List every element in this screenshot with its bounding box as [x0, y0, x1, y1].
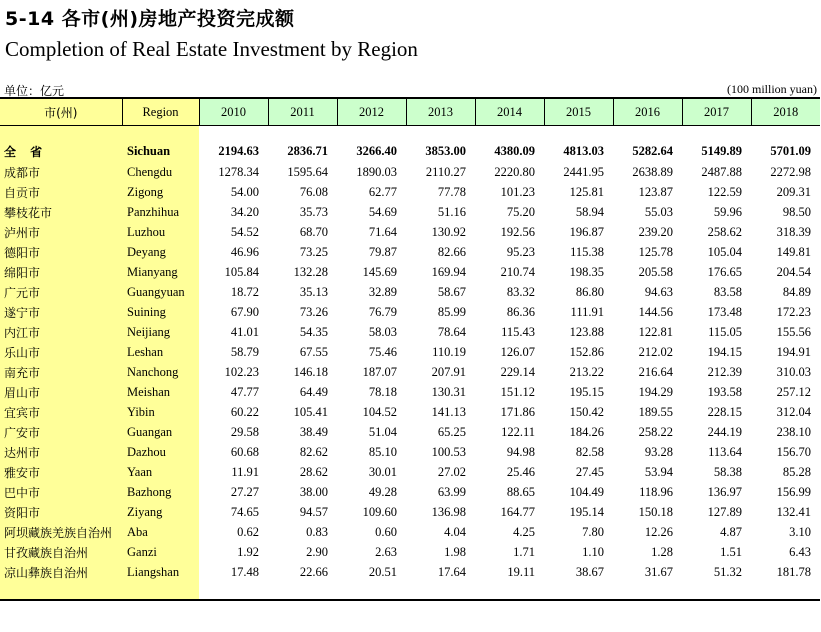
cell-value: 310.03 — [776, 364, 811, 379]
header-year: 2018 — [751, 98, 820, 126]
row-name: 达州市 — [0, 442, 122, 462]
cell-value: 94.63 — [644, 284, 673, 299]
cell-value: 156.70 — [776, 444, 811, 459]
row-name: 阿坝藏族羌族自治州 — [0, 522, 122, 542]
row-name: 资阳市 — [0, 502, 122, 522]
row-name: 南充市 — [0, 362, 122, 382]
cell-value: 59.96 — [713, 204, 742, 219]
cell-value: 94.57 — [299, 504, 328, 519]
cell-value: 122.11 — [501, 424, 535, 439]
cell-value: 115.43 — [501, 324, 535, 339]
cell-value: 41.01 — [230, 324, 259, 339]
cell-value: 130.31 — [431, 384, 466, 399]
cell-value: 105.41 — [293, 404, 328, 419]
cell-value: 101.23 — [500, 184, 535, 199]
cell-value: 149.81 — [776, 244, 811, 259]
cell-value: 2194.63 — [218, 143, 259, 158]
cell-value: 51.16 — [437, 204, 466, 219]
cell-value: 196.87 — [569, 224, 604, 239]
header-year: 2013 — [406, 98, 475, 126]
cell-value: 4.87 — [720, 524, 742, 539]
cell-value: 67.90 — [230, 304, 259, 319]
table-row — [0, 422, 820, 442]
row-region: Ganzi — [122, 542, 199, 562]
row-region: Zigong — [122, 182, 199, 202]
table-bottom-row — [0, 582, 820, 600]
cell-value: 207.91 — [431, 364, 466, 379]
header-city: 市(州) — [0, 98, 122, 126]
table-row — [0, 282, 820, 302]
cell-value: 2272.98 — [770, 164, 811, 179]
title-chinese: 5-14 各市(州)房地产投资完成额 — [5, 8, 295, 30]
table-row — [0, 262, 820, 282]
cell-value: 122.81 — [638, 324, 673, 339]
cell-value: 4.25 — [513, 524, 535, 539]
cell-value: 58.03 — [368, 324, 397, 339]
cell-value: 1.51 — [720, 544, 742, 559]
cell-value: 29.58 — [230, 424, 259, 439]
cell-value: 3853.00 — [425, 143, 466, 158]
cell-value: 2.63 — [375, 544, 397, 559]
cell-value: 212.02 — [638, 344, 673, 359]
cell-value: 2220.80 — [494, 164, 535, 179]
row-name: 德阳市 — [0, 242, 122, 262]
cell-value: 3266.40 — [356, 143, 397, 158]
cell-value: 155.56 — [776, 324, 811, 339]
cell-value: 60.22 — [230, 404, 259, 419]
cell-value: 1595.64 — [287, 164, 328, 179]
cell-value: 318.39 — [776, 224, 811, 239]
cell-value: 152.86 — [569, 344, 604, 359]
cell-value: 239.20 — [638, 224, 673, 239]
cell-value: 49.28 — [368, 484, 397, 499]
cell-value: 258.22 — [638, 424, 673, 439]
cell-value: 18.72 — [230, 284, 259, 299]
cell-value: 94.98 — [506, 444, 535, 459]
cell-value: 54.00 — [230, 184, 259, 199]
cell-value: 1.28 — [651, 544, 673, 559]
cell-value: 115.38 — [570, 244, 604, 259]
row-region: Dazhou — [122, 442, 199, 462]
cell-value: 193.58 — [707, 384, 742, 399]
row-region: Suining — [122, 302, 199, 322]
row-name: 宜宾市 — [0, 402, 122, 422]
row-region: Yaan — [122, 462, 199, 482]
cell-value: 75.46 — [368, 344, 397, 359]
cell-value: 54.52 — [230, 224, 259, 239]
cell-value: 51.32 — [713, 564, 742, 579]
cell-value: 86.80 — [575, 284, 604, 299]
table-row — [0, 462, 820, 482]
row-name: 巴中市 — [0, 482, 122, 502]
table-row — [0, 522, 820, 542]
header-year: 2011 — [268, 98, 337, 126]
table-row — [0, 542, 820, 562]
cell-value: 118.96 — [639, 484, 673, 499]
cell-value: 77.78 — [437, 184, 466, 199]
cell-value: 76.79 — [368, 304, 397, 319]
cell-value: 82.62 — [299, 444, 328, 459]
cell-value: 35.73 — [299, 204, 328, 219]
header-year: 2014 — [475, 98, 544, 126]
cell-value: 55.03 — [644, 204, 673, 219]
row-region: Sichuan — [122, 140, 199, 162]
cell-value: 83.32 — [506, 284, 535, 299]
cell-value: 5149.89 — [701, 143, 742, 158]
total-row — [0, 140, 820, 162]
cell-value: 194.91 — [776, 344, 811, 359]
cell-value: 195.14 — [569, 504, 604, 519]
cell-value: 88.65 — [506, 484, 535, 499]
row-name: 凉山彝族自治州 — [0, 562, 122, 582]
table-row — [0, 302, 820, 322]
cell-value: 2638.89 — [632, 164, 673, 179]
cell-value: 210.74 — [500, 264, 535, 279]
cell-value: 115.05 — [708, 324, 742, 339]
cell-value: 156.99 — [776, 484, 811, 499]
cell-value: 85.10 — [368, 444, 397, 459]
cell-value: 67.55 — [299, 344, 328, 359]
cell-value: 198.35 — [569, 264, 604, 279]
row-name: 甘孜藏族自治州 — [0, 542, 122, 562]
cell-value: 2.90 — [306, 544, 328, 559]
cell-value: 312.04 — [776, 404, 811, 419]
cell-value: 38.00 — [299, 484, 328, 499]
row-name: 眉山市 — [0, 382, 122, 402]
title-english: Completion of Real Estate Investment by Region — [5, 37, 418, 61]
row-region: Mianyang — [122, 262, 199, 282]
cell-value: 110.19 — [432, 344, 466, 359]
table-row — [0, 322, 820, 342]
cell-value: 86.36 — [506, 304, 535, 319]
cell-value: 1.98 — [444, 544, 466, 559]
cell-value: 164.77 — [500, 504, 535, 519]
row-name: 广安市 — [0, 422, 122, 442]
cell-value: 105.04 — [707, 244, 742, 259]
cell-value: 12.26 — [644, 524, 673, 539]
table-row — [0, 502, 820, 522]
cell-value: 145.69 — [362, 264, 397, 279]
header-row — [0, 98, 820, 126]
row-name: 乐山市 — [0, 342, 122, 362]
table-row — [0, 342, 820, 362]
cell-value: 58.38 — [713, 464, 742, 479]
cell-value: 2110.27 — [425, 164, 466, 179]
row-region: Guangyuan — [122, 282, 199, 302]
cell-value: 34.20 — [230, 204, 259, 219]
cell-value: 2487.88 — [701, 164, 742, 179]
cell-value: 173.48 — [707, 304, 742, 319]
cell-value: 54.69 — [368, 204, 397, 219]
cell-value: 93.28 — [644, 444, 673, 459]
cell-value: 54.35 — [299, 324, 328, 339]
cell-value: 216.64 — [638, 364, 673, 379]
cell-value: 136.97 — [707, 484, 742, 499]
cell-value: 189.55 — [638, 404, 673, 419]
cell-value: 100.53 — [431, 444, 466, 459]
cell-value: 38.49 — [299, 424, 328, 439]
cell-value: 0.60 — [375, 524, 397, 539]
cell-value: 95.23 — [506, 244, 535, 259]
cell-value: 1278.34 — [218, 164, 259, 179]
cell-value: 228.15 — [707, 404, 742, 419]
cell-value: 1.92 — [237, 544, 259, 559]
cell-value: 194.15 — [707, 344, 742, 359]
cell-value: 104.52 — [362, 404, 397, 419]
cell-value: 51.04 — [368, 424, 397, 439]
cell-value: 73.25 — [299, 244, 328, 259]
row-region: Guangan — [122, 422, 199, 442]
table-row — [0, 482, 820, 502]
cell-value: 74.65 — [230, 504, 259, 519]
cell-value: 85.99 — [437, 304, 466, 319]
cell-value: 127.89 — [707, 504, 742, 519]
unit-label-english: (100 million yuan) — [727, 82, 817, 96]
cell-value: 32.89 — [368, 284, 397, 299]
cell-value: 75.20 — [506, 204, 535, 219]
table-row — [0, 402, 820, 422]
cell-value: 244.19 — [707, 424, 742, 439]
cell-value: 104.49 — [569, 484, 604, 499]
table-row — [0, 442, 820, 462]
cell-value: 68.70 — [299, 224, 328, 239]
row-region: Nanchong — [122, 362, 199, 382]
row-name: 成都市 — [0, 162, 122, 182]
cell-value: 82.66 — [437, 244, 466, 259]
row-name: 广元市 — [0, 282, 122, 302]
cell-value: 7.80 — [582, 524, 604, 539]
row-name: 攀枝花市 — [0, 202, 122, 222]
cell-value: 150.18 — [638, 504, 673, 519]
cell-value: 58.79 — [230, 344, 259, 359]
unit-label-chinese: 单位：亿元 — [4, 84, 65, 98]
row-name: 绵阳市 — [0, 262, 122, 282]
row-region: Leshan — [122, 342, 199, 362]
cell-value: 212.39 — [707, 364, 742, 379]
cell-value: 17.48 — [230, 564, 259, 579]
cell-value: 27.27 — [230, 484, 259, 499]
cell-value: 4380.09 — [494, 143, 535, 158]
cell-value: 123.87 — [638, 184, 673, 199]
cell-value: 27.02 — [437, 464, 466, 479]
cell-value: 6.43 — [789, 544, 811, 559]
cell-value: 31.67 — [644, 564, 673, 579]
row-region: Panzhihua — [122, 202, 199, 222]
cell-value: 195.15 — [569, 384, 604, 399]
cell-value: 109.60 — [362, 504, 397, 519]
cell-value: 78.64 — [437, 324, 466, 339]
cell-value: 35.13 — [299, 284, 328, 299]
cell-value: 98.50 — [782, 204, 811, 219]
cell-value: 213.22 — [569, 364, 604, 379]
cell-value: 172.23 — [776, 304, 811, 319]
cell-value: 229.14 — [500, 364, 535, 379]
row-name: 内江市 — [0, 322, 122, 342]
cell-value: 184.26 — [569, 424, 604, 439]
cell-value: 130.92 — [431, 224, 466, 239]
cell-value: 187.07 — [362, 364, 397, 379]
cell-value: 192.56 — [500, 224, 535, 239]
cell-value: 258.62 — [707, 224, 742, 239]
cell-value: 27.45 — [575, 464, 604, 479]
row-region: Aba — [122, 522, 199, 542]
header-year: 2010 — [199, 98, 268, 126]
cell-value: 30.01 — [368, 464, 397, 479]
cell-value: 64.49 — [299, 384, 328, 399]
cell-value: 0.83 — [306, 524, 328, 539]
cell-value: 2836.71 — [287, 143, 328, 158]
row-name: 自贡市 — [0, 182, 122, 202]
row-region: Yibin — [122, 402, 199, 422]
cell-value: 113.64 — [708, 444, 742, 459]
table-row — [0, 202, 820, 222]
cell-value: 63.99 — [437, 484, 466, 499]
table-row — [0, 362, 820, 382]
cell-value: 194.29 — [638, 384, 673, 399]
cell-value: 4813.03 — [563, 143, 604, 158]
cell-value: 141.13 — [431, 404, 466, 419]
table-row — [0, 162, 820, 182]
cell-value: 62.77 — [368, 184, 397, 199]
table-row — [0, 382, 820, 402]
header-year: 2016 — [613, 98, 682, 126]
cell-value: 125.81 — [569, 184, 604, 199]
cell-value: 125.78 — [638, 244, 673, 259]
cell-value: 205.58 — [638, 264, 673, 279]
cell-value: 123.88 — [569, 324, 604, 339]
table-row — [0, 562, 820, 582]
cell-value: 46.96 — [230, 244, 259, 259]
cell-value: 65.25 — [437, 424, 466, 439]
cell-value: 0.62 — [237, 524, 259, 539]
cell-value: 84.89 — [782, 284, 811, 299]
cell-value: 111.91 — [570, 304, 604, 319]
cell-value: 5701.09 — [770, 143, 811, 158]
cell-value: 144.56 — [638, 304, 673, 319]
cell-value: 132.41 — [776, 504, 811, 519]
cell-value: 1.71 — [513, 544, 535, 559]
header-region: Region — [122, 98, 199, 126]
header-year: 2012 — [337, 98, 406, 126]
row-name: 遂宁市 — [0, 302, 122, 322]
cell-value: 146.18 — [293, 364, 328, 379]
cell-value: 60.68 — [230, 444, 259, 459]
header-year: 2017 — [682, 98, 751, 126]
cell-value: 4.04 — [444, 524, 466, 539]
cell-value: 25.46 — [506, 464, 535, 479]
cell-value: 22.66 — [299, 564, 328, 579]
cell-value: 19.11 — [507, 564, 535, 579]
cell-value: 79.87 — [368, 244, 397, 259]
cell-value: 257.12 — [776, 384, 811, 399]
cell-value: 150.42 — [569, 404, 604, 419]
row-region: Bazhong — [122, 482, 199, 502]
cell-value: 53.94 — [644, 464, 673, 479]
row-region: Chengdu — [122, 162, 199, 182]
table-row — [0, 182, 820, 202]
row-region: Ziyang — [122, 502, 199, 522]
spacer-row — [0, 126, 820, 141]
cell-value: 5282.64 — [632, 143, 673, 158]
cell-value: 17.64 — [437, 564, 466, 579]
row-name: 雅安市 — [0, 462, 122, 482]
table-row — [0, 222, 820, 242]
cell-value: 38.67 — [575, 564, 604, 579]
cell-value: 83.58 — [713, 284, 742, 299]
row-region: Liangshan — [122, 562, 199, 582]
row-region: Neijiang — [122, 322, 199, 342]
cell-value: 2441.95 — [563, 164, 604, 179]
cell-value: 1.10 — [582, 544, 604, 559]
cell-value: 176.65 — [707, 264, 742, 279]
cell-value: 136.98 — [431, 504, 466, 519]
header-year: 2015 — [544, 98, 613, 126]
cell-value: 85.28 — [782, 464, 811, 479]
cell-value: 3.10 — [789, 524, 811, 539]
row-region: Luzhou — [122, 222, 199, 242]
cell-value: 47.77 — [230, 384, 259, 399]
cell-value: 151.12 — [500, 384, 535, 399]
cell-value: 82.58 — [575, 444, 604, 459]
cell-value: 122.59 — [707, 184, 742, 199]
cell-value: 76.08 — [299, 184, 328, 199]
cell-value: 209.31 — [776, 184, 811, 199]
cell-value: 204.54 — [776, 264, 811, 279]
cell-value: 126.07 — [500, 344, 535, 359]
row-name: 泸州市 — [0, 222, 122, 242]
investment-table — [0, 97, 820, 601]
cell-value: 20.51 — [368, 564, 397, 579]
table-row — [0, 242, 820, 262]
row-region: Meishan — [122, 382, 199, 402]
cell-value: 171.86 — [500, 404, 535, 419]
cell-value: 11.91 — [231, 464, 259, 479]
row-region: Deyang — [122, 242, 199, 262]
cell-value: 28.62 — [299, 464, 328, 479]
cell-value: 132.28 — [293, 264, 328, 279]
cell-value: 71.64 — [368, 224, 397, 239]
cell-value: 58.67 — [437, 284, 466, 299]
cell-value: 169.94 — [431, 264, 466, 279]
row-name: 全 省 — [0, 140, 122, 162]
cell-value: 73.26 — [299, 304, 328, 319]
cell-value: 78.18 — [368, 384, 397, 399]
cell-value: 102.23 — [224, 364, 259, 379]
cell-value: 1890.03 — [356, 164, 397, 179]
cell-value: 181.78 — [776, 564, 811, 579]
cell-value: 238.10 — [776, 424, 811, 439]
cell-value: 105.84 — [224, 264, 259, 279]
cell-value: 58.94 — [575, 204, 604, 219]
